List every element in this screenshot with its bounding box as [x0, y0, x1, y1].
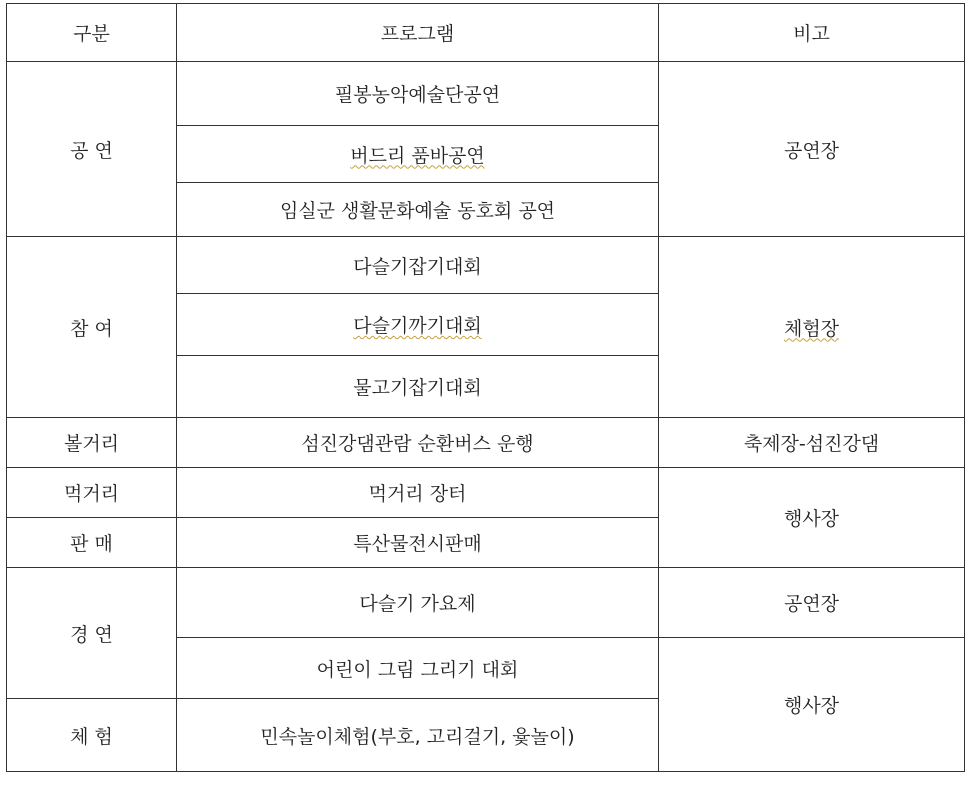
table-row	[7, 568, 965, 638]
table-row	[7, 237, 965, 294]
header-note: 비고	[659, 4, 965, 62]
program-cell: 어린이 그림 그리기 대회	[177, 638, 659, 699]
table-row	[7, 468, 965, 518]
program-cell: 물고기잡기대회	[177, 356, 659, 418]
note-food-sales: 행사장	[659, 468, 965, 568]
table-row	[7, 62, 965, 126]
category-contest: 경 연	[7, 568, 177, 699]
category-sightseeing: 볼거리	[7, 418, 177, 468]
note-text: 체험장	[783, 317, 840, 340]
header-row	[7, 4, 965, 62]
note-contest: 공연장	[659, 568, 965, 638]
program-cell	[177, 126, 659, 183]
table-row	[7, 418, 965, 468]
note-sightseeing: 축제장-섬진강댐	[659, 418, 965, 468]
category-performance: 공 연	[7, 62, 177, 237]
category-food: 먹거리	[7, 468, 177, 518]
category-participation: 참 여	[7, 237, 177, 418]
program-table	[6, 3, 965, 772]
program-text: 다슬기까기대회	[353, 315, 482, 337]
program-cell: 민속놀이체험(부호, 고리걸기, 윷놀이)	[177, 699, 659, 772]
header-program: 프로그램	[177, 4, 659, 62]
header-category: 구분	[7, 4, 177, 62]
program-text: 버드리 품바공연	[350, 144, 485, 167]
note-performance: 공연장	[659, 62, 965, 237]
program-cell: 섬진강댐관람 순환버스 운행	[177, 418, 659, 468]
program-cell: 다슬기잡기대회	[177, 237, 659, 294]
program-cell	[177, 294, 659, 356]
note-participation	[659, 237, 965, 418]
category-sales: 판 매	[7, 518, 177, 568]
program-cell: 다슬기 가요제	[177, 568, 659, 638]
note-contest-experience: 행사장	[659, 638, 965, 772]
program-cell: 먹거리 장터	[177, 468, 659, 518]
program-cell: 임실군 생활문화예술 동호회 공연	[177, 183, 659, 237]
program-cell: 필봉농악예술단공연	[177, 62, 659, 126]
category-experience: 체 험	[7, 699, 177, 772]
program-cell: 특산물전시판매	[177, 518, 659, 568]
